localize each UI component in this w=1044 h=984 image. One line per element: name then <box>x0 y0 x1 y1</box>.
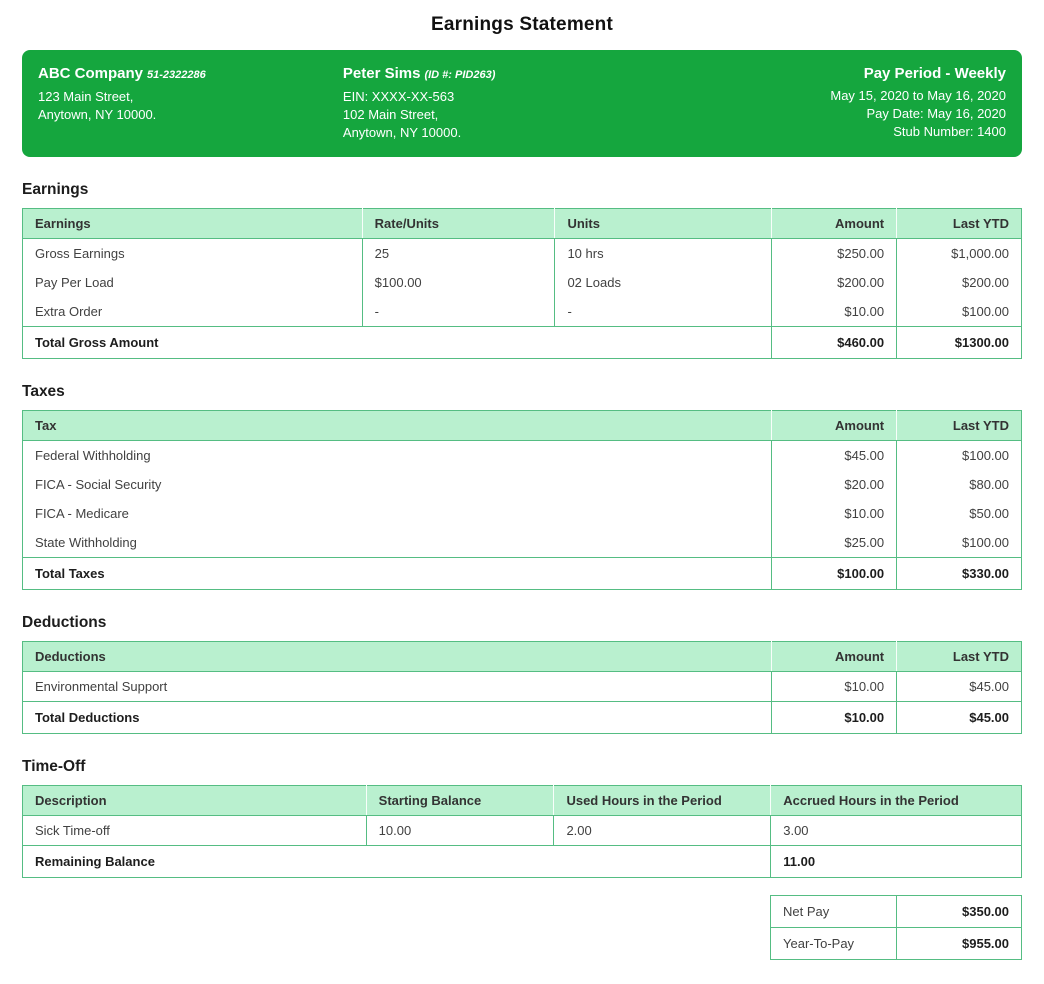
column-header: Rate/Units <box>362 209 555 239</box>
column-header: Amount <box>772 411 897 441</box>
cell: 25 <box>362 239 555 269</box>
earnings-header-row <box>23 209 1022 239</box>
taxes-header-row <box>23 411 1022 441</box>
total-amount: $100.00 <box>772 558 897 590</box>
column-header: Deductions <box>23 642 772 672</box>
statement-header-band <box>22 50 1022 157</box>
cell: $45.00 <box>897 672 1022 702</box>
company-address-line1: 123 Main Street, <box>38 89 134 104</box>
table-row <box>23 528 1022 558</box>
cell: 02 Loads <box>555 268 772 297</box>
cell: $200.00 <box>897 268 1022 297</box>
cell: $80.00 <box>897 470 1022 499</box>
column-header: Last YTD <box>897 209 1022 239</box>
cell: $20.00 <box>772 470 897 499</box>
employee-id: (ID #: PID263) <box>424 69 496 81</box>
cell: $100.00 <box>897 528 1022 558</box>
table-row <box>23 470 1022 499</box>
timeoff-heading: Time-Off <box>22 758 86 775</box>
earnings-heading: Earnings <box>22 181 89 198</box>
cell: $50.00 <box>897 499 1022 528</box>
pay-summary-table <box>770 895 1022 960</box>
column-header: Last YTD <box>897 642 1022 672</box>
employee-address-line2: Anytown, NY 10000. <box>342 125 462 140</box>
timeoff-header-row <box>23 786 1022 816</box>
total-row <box>23 702 1022 734</box>
cell: $25.00 <box>772 528 897 558</box>
net-pay-label: Net Pay <box>783 904 830 919</box>
cell: FICA - Social Security <box>35 477 162 492</box>
table-row <box>23 239 1022 269</box>
company-name-line <box>38 63 343 86</box>
table-row <box>23 441 1022 471</box>
employee-address-line1: 102 Main Street, <box>342 107 439 122</box>
column-header: Earnings <box>23 209 363 239</box>
column-header: Units <box>555 209 772 239</box>
taxes-table <box>22 410 1022 590</box>
total-label: Remaining Balance <box>23 846 771 878</box>
cell: 3.00 <box>771 816 1022 846</box>
net-pay-value: $350.00 <box>896 896 1022 928</box>
employee-name-line <box>343 63 754 86</box>
employee-name: Peter Sims <box>342 65 421 82</box>
cell: $200.00 <box>772 268 897 297</box>
total-last-ytd: $45.00 <box>897 702 1022 734</box>
timeoff-table <box>22 785 1022 878</box>
total-row <box>23 327 1022 359</box>
pay-summary <box>22 895 1022 960</box>
cell: $250.00 <box>772 239 897 269</box>
column-header: Amount <box>772 642 897 672</box>
stub-number: Stub Number: 1400 <box>893 124 1006 139</box>
cell: 10.00 <box>366 816 554 846</box>
employee-info <box>343 63 754 142</box>
cell: FICA - Medicare <box>35 506 129 521</box>
column-header: Used Hours in the Period <box>554 786 771 816</box>
cell: $10.00 <box>772 297 897 327</box>
cell: Sick Time-off <box>35 823 110 838</box>
earnings-table <box>22 208 1022 359</box>
deductions-header-row <box>23 642 1022 672</box>
cell: - <box>555 297 772 327</box>
table-row <box>23 499 1022 528</box>
timeoff-section <box>22 758 1022 878</box>
total-amount: $10.00 <box>772 702 897 734</box>
column-header: Accrued Hours in the Period <box>771 786 1022 816</box>
pay-period-title: Pay Period - Weekly <box>863 65 1006 82</box>
table-row <box>23 268 1022 297</box>
total-label: Total Taxes <box>23 558 772 590</box>
company-name: ABC Company <box>38 65 144 82</box>
cell: $1,000.00 <box>897 239 1022 269</box>
year-to-pay-row <box>771 928 1022 960</box>
column-header: Tax <box>23 411 772 441</box>
deductions-heading: Deductions <box>22 614 107 631</box>
total-last-ytd: $330.00 <box>897 558 1022 590</box>
earnings-section <box>22 181 1022 359</box>
cell: State Withholding <box>35 535 137 550</box>
cell: Environmental Support <box>35 679 168 694</box>
cell: $100.00 <box>362 268 555 297</box>
total-label: Total Gross Amount <box>23 327 772 359</box>
column-header: Starting Balance <box>366 786 554 816</box>
pay-date: Pay Date: May 16, 2020 <box>866 106 1006 121</box>
table-row <box>23 297 1022 327</box>
cell: 2.00 <box>554 816 771 846</box>
column-header: Amount <box>772 209 897 239</box>
remaining-balance-value: 11.00 <box>771 846 1022 878</box>
page-title: Earnings Statement <box>430 14 614 35</box>
company-address-line2: Anytown, NY 10000. <box>38 107 157 122</box>
year-to-pay-label: Year-To-Pay <box>771 928 897 960</box>
deductions-table <box>22 641 1022 734</box>
deductions-section <box>22 614 1022 734</box>
pay-period-info <box>754 63 1006 142</box>
cell: $100.00 <box>897 297 1022 327</box>
cell: Federal Withholding <box>35 448 151 463</box>
cell: Extra Order <box>35 304 103 319</box>
company-id: 51-2322286 <box>147 69 206 81</box>
column-header: Description <box>23 786 367 816</box>
table-row <box>23 672 1022 702</box>
cell: $45.00 <box>772 441 897 471</box>
cell: Gross Earnings <box>35 246 125 261</box>
cell: Pay Per Load <box>35 275 114 290</box>
taxes-heading: Taxes <box>22 383 65 400</box>
cell: - <box>362 297 555 327</box>
taxes-section <box>22 383 1022 590</box>
total-row <box>23 558 1022 590</box>
total-row <box>23 846 1022 878</box>
total-last-ytd: $1300.00 <box>897 327 1022 359</box>
total-label: Total Deductions <box>23 702 772 734</box>
cell: $100.00 <box>897 441 1022 471</box>
table-row <box>23 816 1022 846</box>
column-header: Last YTD <box>897 411 1022 441</box>
net-pay-row <box>771 896 1022 928</box>
employee-ein: EIN: XXXX-XX-563 <box>342 89 455 104</box>
total-amount: $460.00 <box>772 327 897 359</box>
year-to-pay-value: $955.00 <box>896 928 1022 960</box>
cell: 10 hrs <box>555 239 772 269</box>
cell: $10.00 <box>772 499 897 528</box>
company-info <box>38 63 343 142</box>
cell: $10.00 <box>772 672 897 702</box>
pay-period-range: May 15, 2020 to May 16, 2020 <box>830 88 1006 103</box>
